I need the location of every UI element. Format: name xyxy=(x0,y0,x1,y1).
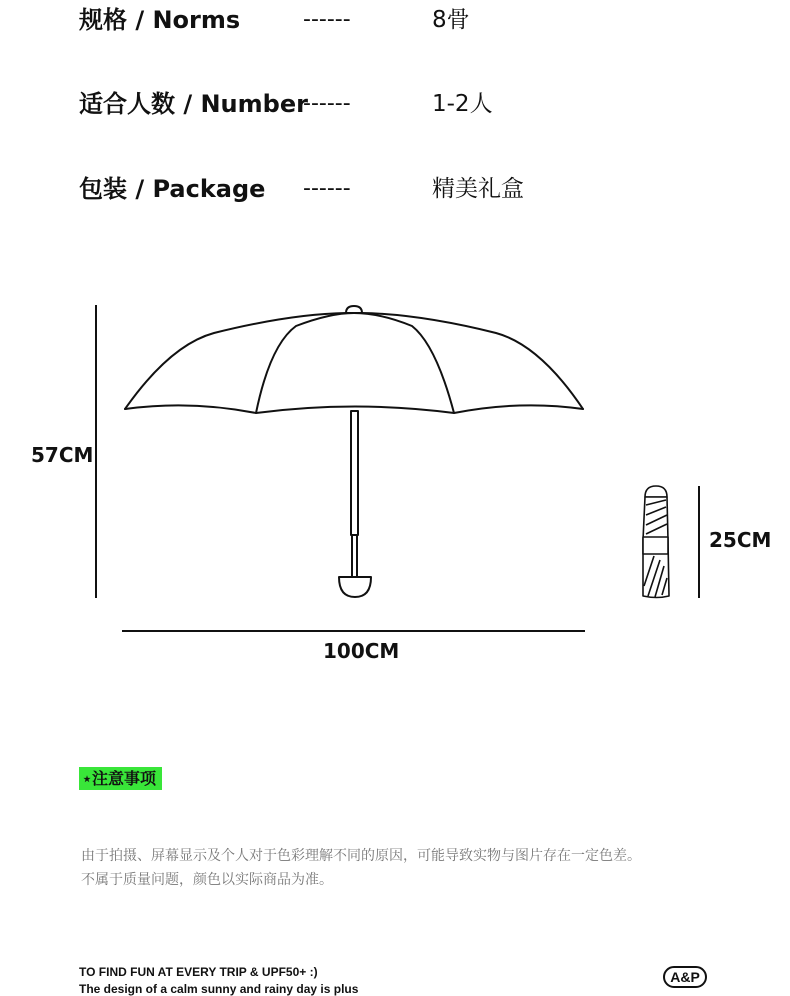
spec-label: 适合人数 / Number xyxy=(79,90,308,118)
footer-tagline: TO FIND FUN AT EVERY TRIP & UPF50+ :) xyxy=(79,965,318,979)
spec-value: 8骨 xyxy=(432,7,470,33)
folded-umbrella-icon xyxy=(643,486,669,598)
notice-text-line-2: 不属于质量问题，颜色以实际商品为准。 xyxy=(81,872,333,888)
width-dimension-label: 100CM xyxy=(323,639,400,663)
spec-label: 规格 / Norms xyxy=(79,6,241,34)
footer-subline: The design of a calm sunny and rainy day is plus xyxy=(79,982,359,996)
spec-dashes: ------ xyxy=(303,176,351,201)
spec-label: 包装 / Package xyxy=(79,175,266,203)
open-umbrella-icon xyxy=(125,306,583,597)
spec-dashes: ------ xyxy=(303,91,351,116)
brand-logo: A&P xyxy=(663,966,707,988)
spec-value: 1-2人 xyxy=(432,91,493,117)
spec-dashes: ------ xyxy=(303,7,351,32)
folded-length-label: 25CM xyxy=(709,528,772,552)
notice-text-line-1: 由于拍摄、屏幕显示及个人对于色彩理解不同的原因，可能导致实物与图片存在一定色差。 xyxy=(81,848,641,864)
notice-title-badge: ⋆注意事项 xyxy=(79,767,162,790)
spec-value: 精美礼盒 xyxy=(432,176,524,202)
height-dimension-label: 57CM xyxy=(31,443,94,467)
